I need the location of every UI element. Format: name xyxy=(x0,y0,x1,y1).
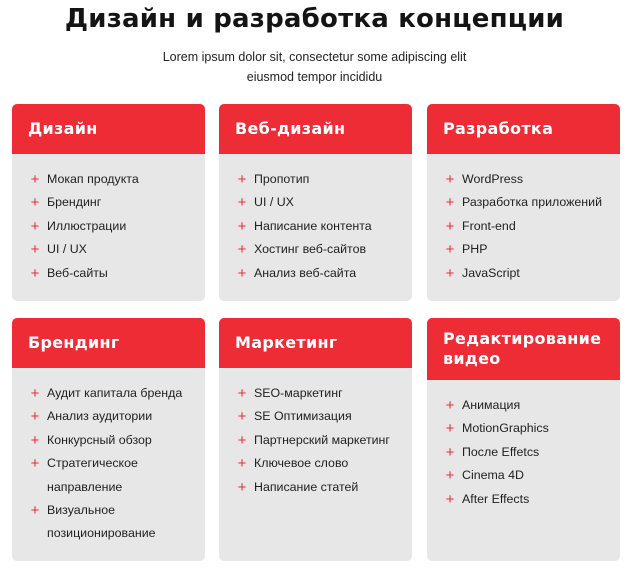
list-item-label: Cinema 4D xyxy=(462,468,524,483)
card-header xyxy=(427,318,620,380)
plus-icon: + xyxy=(445,397,455,414)
list-item-label: Визуальное позиционирование xyxy=(47,503,156,541)
list-item-label: Аудит капитала бренда xyxy=(47,386,183,400)
plus-icon: + xyxy=(445,217,455,235)
card-title: Веб-дизайн xyxy=(235,119,346,138)
plus-icon: + xyxy=(30,455,40,473)
list-item xyxy=(445,441,620,464)
card-header xyxy=(12,104,205,154)
list-item xyxy=(237,405,412,428)
list-item xyxy=(237,215,412,238)
list-item xyxy=(445,215,620,238)
list-item-label: Мокап продукта xyxy=(47,172,139,186)
plus-icon: + xyxy=(237,217,247,235)
card-header xyxy=(12,318,205,368)
list-item-label: SE Оптимизация xyxy=(254,409,352,424)
list-item xyxy=(237,168,412,191)
list-item-label: JavaScript xyxy=(462,265,520,280)
list-item-label: Анализ веб-сайта xyxy=(254,265,357,280)
card-title: Разработка xyxy=(443,119,554,138)
plus-icon: + xyxy=(237,171,247,188)
list-item-label: Написание контента xyxy=(254,218,372,233)
card-item-list xyxy=(12,368,205,546)
list-item-label: Партнерский маркетинг xyxy=(254,432,390,447)
card-item-list xyxy=(427,380,620,511)
list-item xyxy=(30,429,205,452)
list-item xyxy=(445,488,620,511)
list-item xyxy=(30,405,205,428)
list-item xyxy=(237,382,412,405)
list-item xyxy=(237,452,412,475)
list-item xyxy=(445,394,620,417)
list-item-label: MotionGraphics xyxy=(462,421,549,436)
subtitle-line-2: eiusmod tempor incididu xyxy=(246,70,383,84)
plus-icon: + xyxy=(30,264,40,282)
page-subtitle xyxy=(0,47,629,87)
list-item-label: Хостинг веб-сайтов xyxy=(254,242,367,257)
list-item-label: Стратегическое направление xyxy=(47,456,138,494)
list-item xyxy=(445,262,620,285)
plus-icon: + xyxy=(30,385,40,402)
card-title: Брендинг xyxy=(28,333,120,352)
plus-icon: + xyxy=(30,194,40,212)
plus-icon: + xyxy=(445,420,455,438)
list-item-label: PHP xyxy=(462,242,488,257)
list-item xyxy=(30,382,205,405)
card-item-list xyxy=(12,154,205,285)
card-item-list xyxy=(219,154,412,285)
card-title: Маркетинг xyxy=(235,333,338,352)
list-item-label: Иллюстрации xyxy=(47,218,127,233)
list-item xyxy=(237,238,412,261)
service-card xyxy=(12,104,205,301)
plus-icon: + xyxy=(445,194,455,212)
plus-icon: + xyxy=(30,241,40,259)
service-card xyxy=(427,104,620,301)
list-item-label: After Effects xyxy=(462,491,530,506)
list-item xyxy=(30,168,205,191)
subtitle-line-1: Lorem ipsum dolor sit, consectetur some adipiscing elit xyxy=(162,50,467,64)
plus-icon: + xyxy=(237,455,247,473)
list-item-label: Ключевое слово xyxy=(254,456,349,471)
list-item-label: Брендинг xyxy=(47,195,102,210)
list-item-label: Пропотип xyxy=(254,172,310,186)
list-item-label: Разработка приложений xyxy=(462,195,602,210)
list-item-label: UI / UX xyxy=(47,242,87,257)
plus-icon: + xyxy=(445,241,455,259)
plus-icon: + xyxy=(237,408,247,426)
card-header xyxy=(427,104,620,154)
list-item-label: Написание статей xyxy=(254,479,359,494)
list-item xyxy=(237,429,412,452)
card-item-list xyxy=(427,154,620,285)
list-item-label: После Effetcs xyxy=(462,444,540,459)
plus-icon: + xyxy=(30,171,40,188)
plus-icon: + xyxy=(237,241,247,259)
card-title: Дизайн xyxy=(28,119,98,138)
list-item xyxy=(30,262,205,285)
plus-icon: + xyxy=(30,217,40,235)
card-header xyxy=(219,318,412,368)
list-item xyxy=(445,168,620,191)
service-card xyxy=(219,318,412,561)
service-card xyxy=(12,318,205,561)
list-item-label: Анимация xyxy=(462,398,521,412)
plus-icon: + xyxy=(445,490,455,508)
plus-icon: + xyxy=(237,194,247,212)
plus-icon: + xyxy=(445,171,455,188)
plus-icon: + xyxy=(30,502,40,520)
page-title: Дизайн и разработка концепции xyxy=(64,4,565,34)
plus-icon: + xyxy=(445,264,455,282)
plus-icon: + xyxy=(237,264,247,282)
list-item xyxy=(445,238,620,261)
list-item xyxy=(237,262,412,285)
list-item-label: WordPress xyxy=(462,172,524,186)
plus-icon: + xyxy=(237,431,247,449)
list-item xyxy=(30,452,205,499)
list-item xyxy=(30,499,205,546)
plus-icon: + xyxy=(237,385,247,402)
list-item xyxy=(30,238,205,261)
plus-icon: + xyxy=(237,478,247,496)
plus-icon: + xyxy=(445,467,455,485)
card-header xyxy=(219,104,412,154)
list-item xyxy=(237,191,412,214)
list-item xyxy=(445,417,620,440)
plus-icon: + xyxy=(30,408,40,426)
list-item-label: Конкурсный обзор xyxy=(47,432,152,447)
list-item xyxy=(30,215,205,238)
list-item xyxy=(30,191,205,214)
list-item xyxy=(445,464,620,487)
list-item-label: UI / UX xyxy=(254,195,294,210)
list-item-label: Анализ аудитории xyxy=(47,409,153,424)
list-item xyxy=(445,191,620,214)
list-item-label: Front-end xyxy=(462,218,516,233)
card-item-list xyxy=(219,368,412,499)
service-card xyxy=(427,318,620,561)
list-item xyxy=(237,476,412,499)
list-item-label: SEO-маркетинг xyxy=(254,386,343,400)
plus-icon: + xyxy=(445,443,455,461)
card-title: Редактирование видео xyxy=(443,329,602,368)
plus-icon: + xyxy=(30,431,40,449)
list-item-label: Веб-сайты xyxy=(47,265,108,280)
service-card xyxy=(219,104,412,301)
